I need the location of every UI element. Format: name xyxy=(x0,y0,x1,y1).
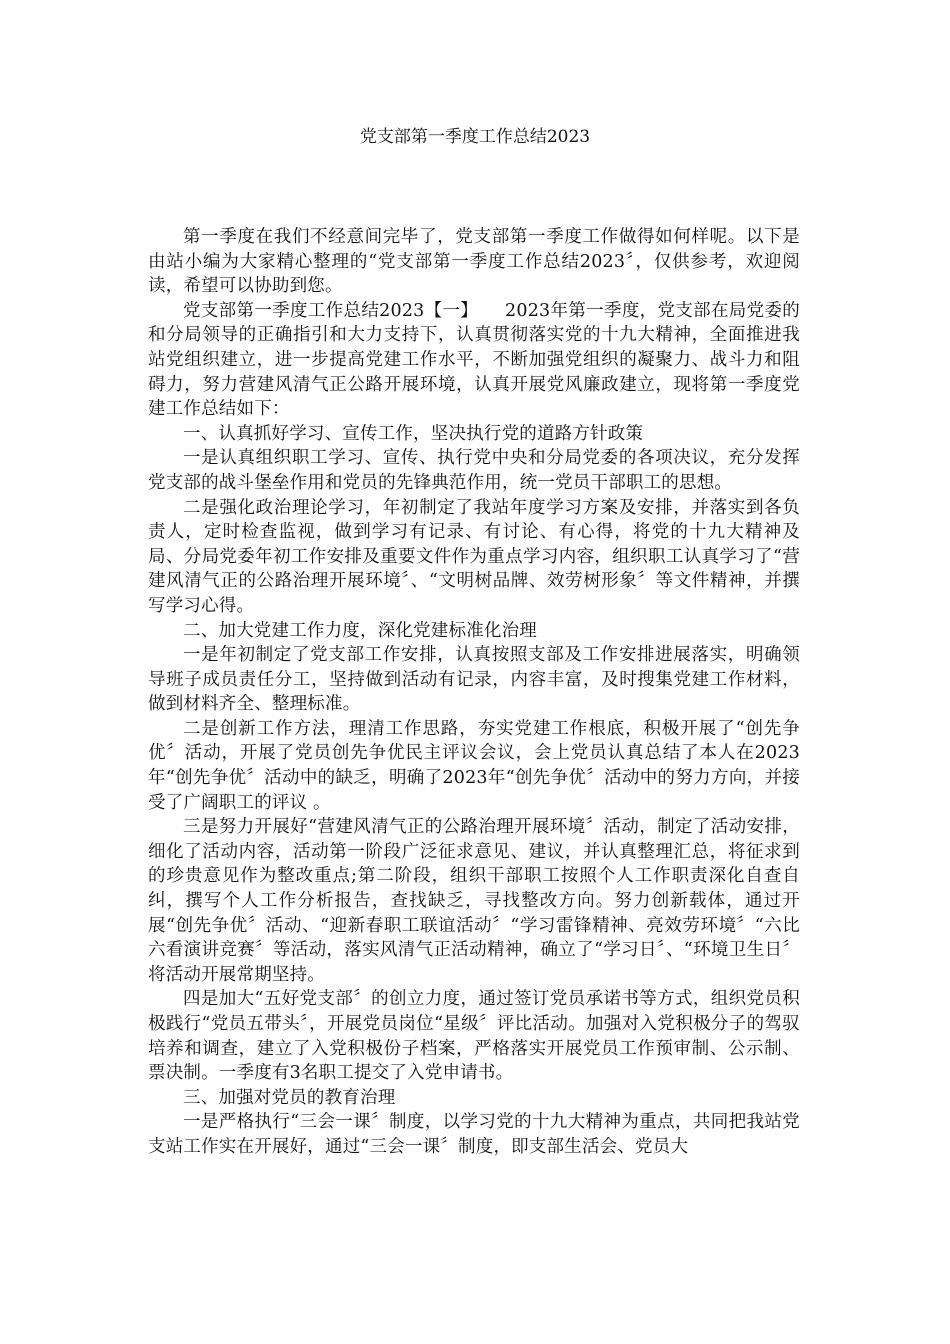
intro-paragraph: 第一季度在我们不经意间完毕了，党支部第一季度工作做得如何样呢。以下是由站小编为大家精心整理的“党支部第一季度工作总结2023〞，仅供参考，欢迎阅读，希望可以协助到您。 xyxy=(148,227,800,297)
paragraph-2-2: 二是创新工作方法，理清工作思路，夯实党建工作根底，积极开展了“创先争优〞活动，开展了党员创先争优民主评议会议，会上党员认真总结了本人在2023年“创先争优〞活动中的缺乏，明确了2023年“创先争优〞活动中的努力方向，并接受了广阔职工的评议 。 xyxy=(148,718,800,813)
document-title: 党支部第一季度工作总结2023 xyxy=(359,127,591,147)
section-heading-2: 二、加大党建工作力度，深化党建标准化治理 xyxy=(183,620,537,641)
section-heading-3: 三、加强对党员的教育治理 xyxy=(183,1087,396,1108)
paragraph-1-2: 二是强化政治理论学习，年初制定了我站年度学习方案及安排，并落实到各负责人，定时检查监视，做到学习有记录、有讨论、有心得，将党的十九大精神及局、分局党委年初工作安排及重要文件作为重点学习内容，组织职工认真学习了“营建风清气正的公路治理开展环境〞、“文明树品牌、效劳树形象〞等文件精神，并撰写学习心得。 xyxy=(148,497,800,616)
summary-opening-paragraph: 党支部第一季度工作总结2023【一】 2023年第一季度，党支部在局党委的和分局领导的正确指引和大力支持下，认真贯彻落实党的十九大精神，全面推进我站党组织建立，进一步提高党建工作水平，不断加强党组织的凝聚力、战斗力和阻碍力，努力营建风清气正公路开展环境，认真开展党风廉政建立，现将第一季度党建工作总结如下： xyxy=(148,300,800,420)
paragraph-2-4: 四是加大“五好党支部〞的创立力度，通过签订党员承诺书等方式，组织党员积极践行“党员五带头〞，开展党员岗位“星级〞评比活动。加强对入党积极分子的驾驭培养和调查，建立了入党积极份子档案，严格落实开展党员工作预审制、公示制、票决制。一季度有3名职工提交了入党申请书。 xyxy=(148,989,800,1084)
section-heading-1: 一、认真抓好学习、宣传工作，坚决执行党的道路方针政策 xyxy=(183,423,644,444)
paragraph-2-3: 三是努力开展好“营建风清气正的公路治理开展环境〞活动，制定了活动安排，细化了活动内容，活动第一阶段广泛征求意见、建议，并认真整理汇总，将征求到的珍贵意见作为整改重点;第二阶段，组织干部职工按照个人工作职责深化自查自纠，撰写个人工作分析报告，查找缺乏，寻找整改方向。努力创新载体，通过开展“创先争优〞活动、“迎新春职工联谊活动〞“学习雷锋精神、亮效劳环境〞“六比六看演讲竞赛〞等活动，落实风清气正活动精神，确立了“学习日〞、“环境卫生日〞将活动开展常期坚持。 xyxy=(148,817,800,985)
paragraph-2-1: 一是年初制定了党支部工作安排，认真按照支部及工作安排进展落实，明确领导班子成员责任分工，坚持做到活动有记录，内容丰富，及时搜集党建工作材料，做到材料齐全、整理标准。 xyxy=(148,645,800,715)
document-body xyxy=(148,225,800,1160)
paragraph-1-1: 一是认真组织职工学习、宣传、执行党中央和分局党委的各项决议，充分发挥党支部的战斗堡垒作用和党员的先锋典范作用，统一党员干部职工的思想。 xyxy=(148,448,800,493)
paragraph-3-1: 一是严格执行“三会一课〞制度，以学习党的十九大精神为重点，共同把我站党支站工作实在开展好，通过“三会一课〞制度，即支部生活会、党员大 xyxy=(148,1112,800,1157)
